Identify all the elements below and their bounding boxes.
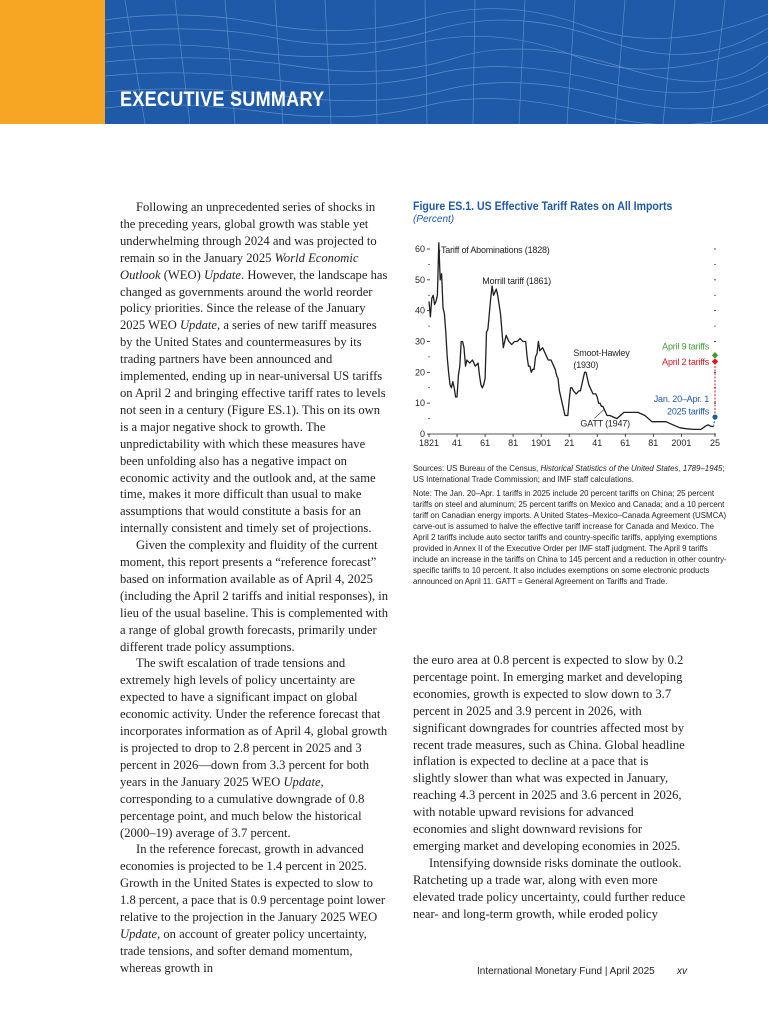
y-tick-label: 60 <box>414 244 425 254</box>
chart-annotations <box>439 245 710 428</box>
x-tick-label: 61 <box>480 438 491 448</box>
annotation-morrill-tariff: Morrill tariff (1861) <box>482 275 551 286</box>
leader-gatt <box>594 409 604 418</box>
footer-publisher: International Monetary Fund | April 2025 <box>477 966 655 977</box>
figure-unit: (Percent) <box>413 214 455 225</box>
header-accent-block <box>0 0 105 124</box>
figure-notes <box>413 463 731 590</box>
x-tick-label: 81 <box>508 438 519 448</box>
x-tick-label: 81 <box>648 438 659 448</box>
y-tick-label: 20 <box>414 367 425 378</box>
annotation-tariff-of-abominations: Tariff of Abominations (1828) <box>441 245 550 255</box>
y-tick-label: 50 <box>414 274 425 285</box>
x-tick-label: 41 <box>452 438 463 448</box>
tariff-chart <box>413 238 733 458</box>
paragraph-5: the euro area at 0.8 percent is expected to slow by 0.2 percentage point. In emerging market and developing economies, growth is expected to slow down to 3.7 percent in 2025 and 3.9 percent in 2026, with significant downgrades for countries affected most by recent trade measures, such as China. Global headline inflation is expected to decline at a pace that is slightly slower than what was expected in January, reaching 4.3 percent in 2025 and 3.6 percent in 2026, with notable upward revisions for advanced economies and slight downward revisions for emerging market and developing economies in 2025. <box>413 653 685 853</box>
body-right-column <box>413 652 688 923</box>
paragraph-1: Following an unprecedented series of shocks in the preceding years, global growth was stable yet underwhelming through 2024 and was projected to remain so in the January 2025 World Economic Outlook (WEO) Update. However, the landscape has changed as governments around the world reorder policy priorities. Since the release of the January 2025 WEO Update, a series of new tariff measures by the United States and countermeasures by its trading partners have been announced and implemented, ending up in near-universal US tariffs on April 2 and bringing effective tariff rates to levels not seen in a century (Figure ES.1). This on its own is a major negative shock to growth. The unpredictability with which these measures have been unfolding also has a negative impact on economic activity and the outlook and, at the same time, makes it more difficult than usual to make assumptions that would constitute a basis for an internally consistent and timely set of projections. <box>120 200 388 536</box>
y-tick-label: 0 <box>419 429 425 439</box>
annotation-2025-tariffs: 2025 tariffs <box>667 406 709 417</box>
annotation-jan-apr1: Jan. 20–Apr. 1 <box>653 394 709 405</box>
figure-sources: Sources: US Bureau of the Census, Historical Statistics of the United States, 1789–1945; US International Trade Commission; and IMF staff calculations. <box>413 463 725 484</box>
figure-note: Note: The Jan. 20–Apr. 1 tariffs in 2025 include 20 percent tariffs on China; 25 percent tariffs on steel and aluminum; 25 percent tariffs on Mexico and Canada; and a 10 percent tariff on Canadian energy imports. A United States–Mexico–Canada Agreement (USMCA) carve-out is assumed to halve the effective tariff increase for Canada and Mexico. The April 2 tariffs include auto sector tariffs and country-specific tariffs, applying exemptions provided in Annex II of the Executive Order per IMF staff judgment. The April 9 tariffs include an increase in the tariffs on China to 145 percent and a reduction in other country-specific tariffs to 10 percent. It also includes exemptions on some electronic products announced on April 11. GATT = General Agreement on Tariffs and Trade. <box>413 488 727 586</box>
y-tick-label: 10 <box>414 398 425 409</box>
y-tick-label: 40 <box>414 305 425 316</box>
figure-header <box>413 199 723 225</box>
paragraph-6: Intensifying downside risks dominate the outlook. Ratcheting up a trade war, along with even more elevated trade policy uncertainty, could further reduce near- and long-term growth, while eroded policy <box>413 855 686 921</box>
point-april9-tariffs <box>712 352 718 358</box>
annotation-smoot-hawley-year: (1930) <box>573 360 599 371</box>
x-tick-label: 25 <box>709 438 721 448</box>
page-number: xv <box>677 966 687 977</box>
x-tick-label: 1901 <box>531 438 552 448</box>
paragraph-2: Given the complexity and fluidity of the current moment, this report presents a “reference forecast” based on information available as of April 4, 2025 (including the April 2 tariffs and initial responses), in lieu of the usual baseline. This is complemented with a range of global growth forecasts, primarily under different trade policy assumptions. <box>120 538 389 654</box>
paragraph-3: The swift escalation of trade tensions and extremely high levels of policy uncertainty are expected to have a significant impact on global economic activity. Under the reference forecast that incorporates information as of April 4, global growth is projected to drop to 2.8 percent in 2025 and 3 percent in 2026—down from 3.3 percent for both years in the January 2025 WEO Update, corresponding to a cumulative downgrade of 0.8 percentage point, and much below the historical (2000–19) average of 3.7 percent. <box>120 656 388 840</box>
figure-title: Figure ES.1. US Effective Tariff Rates on All Imports <box>413 199 673 213</box>
x-tick-label: 2001 <box>671 438 692 448</box>
page-title: EXECUTIVE SUMMARY <box>120 88 325 111</box>
annotation-gatt: GATT (1947) <box>580 418 630 429</box>
annotation-smoot-hawley: Smoot-Hawley <box>573 347 630 358</box>
annotation-april2-tariffs: April 2 tariffs <box>662 357 709 368</box>
x-tick-label: 21 <box>564 438 575 448</box>
x-tick-label: 1821 <box>418 438 440 448</box>
body-left-column <box>120 199 390 977</box>
annotation-april9-tariffs: April 9 tariffs <box>662 341 709 352</box>
x-tick-label: 61 <box>620 438 631 448</box>
x-tick-label: 41 <box>592 438 603 448</box>
paragraph-4: In the reference forecast, growth in advanced economies is projected to be 1.4 percent in 2025. Growth in the United States is expected to slow to 1.8 percent, a pace that is 0.9 percentage point lower relative to the projection in the January 2025 WEO Update, on account of greater policy uncertainty, trade tensions, and softer demand momentum, whereas growth in <box>120 842 386 975</box>
point-jan-apr1-tariffs <box>712 414 717 419</box>
header-banner <box>0 0 768 124</box>
y-tick-label: 30 <box>414 336 425 347</box>
point-april2-tariffs <box>712 358 718 364</box>
